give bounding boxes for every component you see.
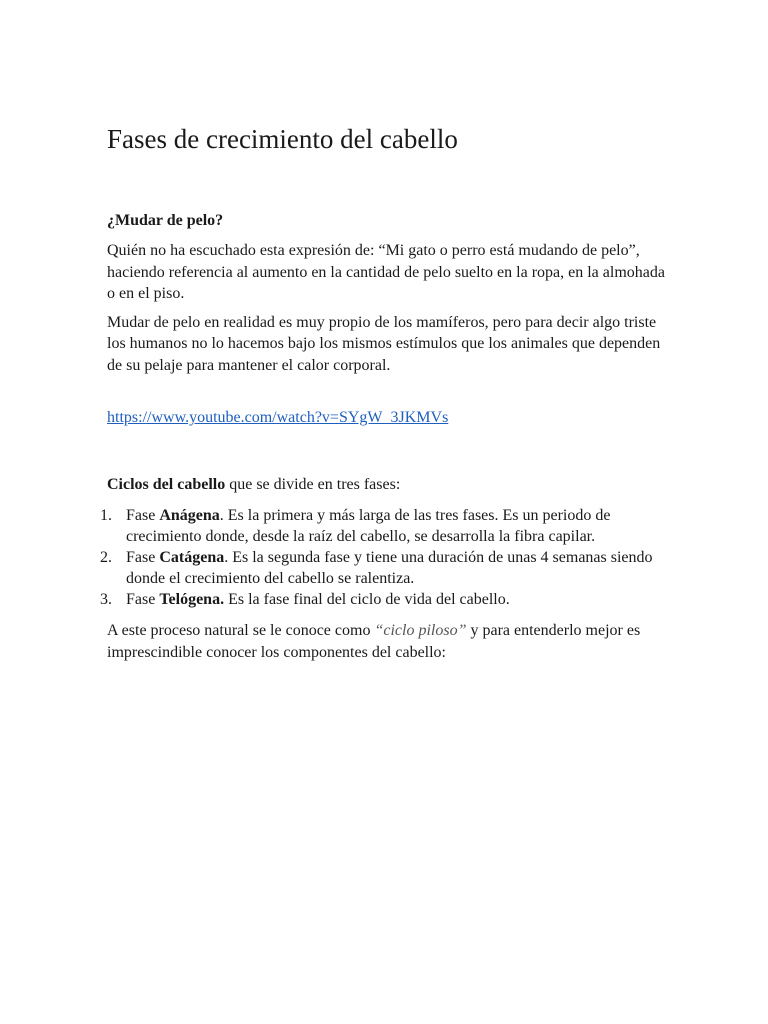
paragraph-1: Quién no ha escuchado esta expresión de: “Mi gato o perro está mudando de pelo”, haciendo referencia al aumento en la cantidad de pelo suelto en la ropa, en la almohada o en el piso. — [107, 242, 665, 302]
phases-list — [100, 505, 668, 610]
youtube-link[interactable]: https://www.youtube.com/watch?v=SYgW_3JKMVs — [107, 409, 449, 426]
section-intro-rest: que se divide en tres fases: — [225, 476, 401, 493]
spacer — [107, 429, 668, 474]
closing-term: “ciclo piloso” — [374, 622, 467, 639]
subheading: ¿Mudar de pelo? — [107, 212, 224, 229]
closing-paragraph — [107, 620, 668, 664]
phase-number: 2. — [100, 549, 112, 566]
phase-prefix: Fase — [126, 549, 160, 566]
phase-prefix: Fase — [126, 507, 160, 524]
closing-text-before: A este proceso natural se le conoce como — [107, 622, 375, 639]
phase-description: . Es la segunda fase y tiene una duración de unas 4 semanas siendo donde el crecimiento del cabello se ralentiza. — [126, 549, 653, 587]
phase-name: Anágena — [159, 507, 220, 524]
phase-description: Es la fase final del ciclo de vida del cabello. — [224, 591, 510, 608]
phase-name: Telógena. — [159, 591, 225, 608]
phase-item — [100, 547, 668, 589]
section-intro-bold: Ciclos del cabello — [107, 476, 226, 493]
closing-text-after: y para entenderlo mejor es imprescindible conocer los componentes del cabello: — [107, 622, 641, 661]
phase-number: 1. — [100, 507, 112, 524]
phase-item — [100, 505, 668, 547]
spacer — [107, 383, 668, 407]
section-intro — [107, 474, 668, 496]
phase-number: 3. — [100, 591, 112, 608]
phase-description: . Es la primera y más larga de las tres fases. Es un periodo de crecimiento donde, desde la raíz del cabello, se desarrolla la fibra capilar. — [126, 507, 611, 545]
document-title: Fases de crecimiento del cabello — [107, 124, 458, 154]
phase-item — [100, 589, 668, 610]
phase-name: Catágena — [159, 549, 225, 566]
paragraph-2: Mudar de pelo en realidad es muy propio de los mamíferos, pero para decir algo triste los humanos no lo hacemos bajo los mismos estímulos que los animales que dependen de su pelaje para mantener el calor corporal. — [107, 313, 661, 374]
phase-prefix: Fase — [126, 591, 160, 608]
